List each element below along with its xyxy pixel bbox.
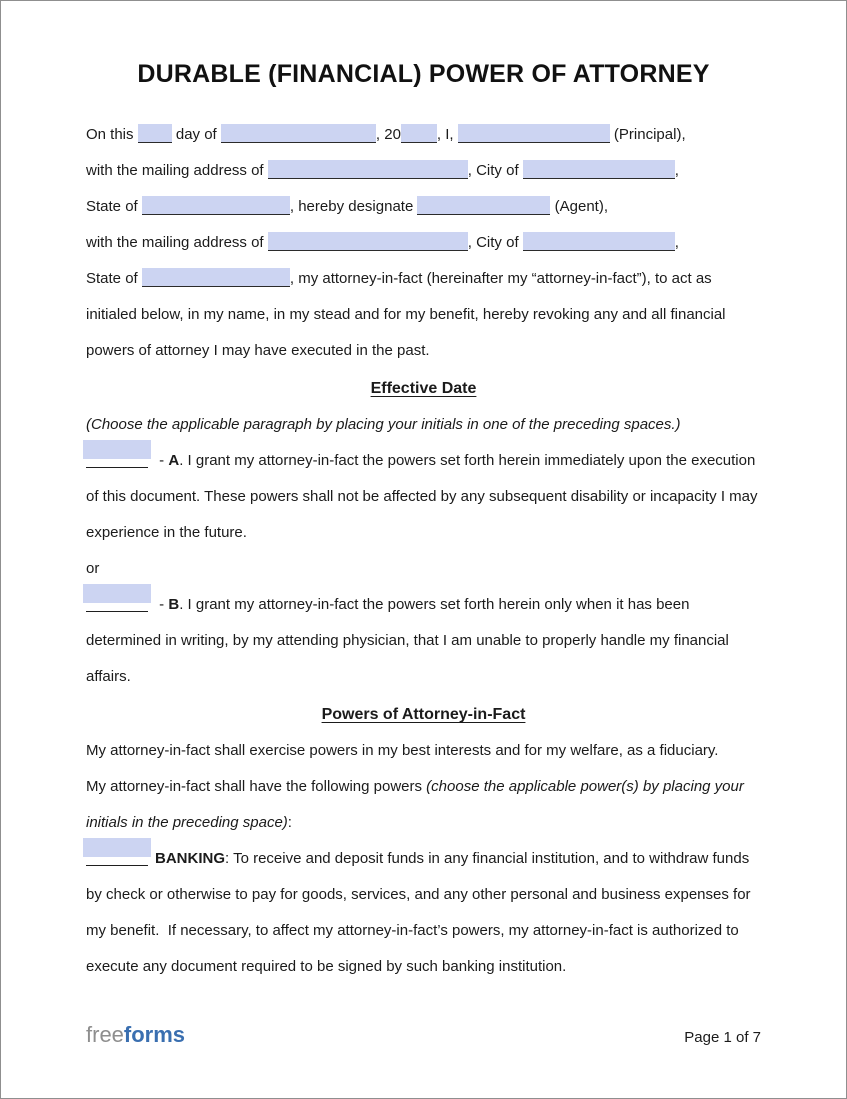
text-segment: , City of [467,234,523,251]
intro-line-6: initialed below, in my name, in my stead and for my benefit, hereby revoking any and all financial [86,306,726,323]
text-segment: , 20 [375,126,401,143]
text-segment: State of [86,198,142,215]
intro-line-3 [86,189,761,225]
powers-instruction-paragraph [86,769,761,841]
agent-state-field[interactable] [142,268,290,287]
brand-forms-text: forms [123,1022,186,1047]
banking-paragraph [86,841,761,985]
text-segment: . I grant my attorney-in-fact the powers set forth herein immediately upon the execution of this document. These powers shall not be affected by any subsequent disability or incapacity I may experience in the future. [86,452,758,541]
principal-state-field[interactable] [142,196,290,215]
fiduciary-text: My attorney-in-fact shall exercise powers in my best interests and for my welfare, as a fiduciary. [86,742,719,759]
powers-heading: Powers of Attorney-in-Fact [321,706,526,723]
intro-line-5 [86,261,761,297]
page-footer [86,1024,761,1046]
principal-city-field[interactable] [523,160,675,179]
banking-label: BANKING [155,850,225,867]
intro-line-2 [86,153,761,189]
option-b-paragraph [86,587,761,695]
powers-instruction-italic: (choose the applicable power(s) by placing your initials in the preceding space) [86,778,744,831]
text-segment: , hereby designate [289,198,418,215]
text-segment: : To receive and deposit funds in any financial institution, and to withdraw funds by check or otherwise to pay for goods, services, and any other personal and business expenses for my benefit. If necessary, to affect my attorney-in-fact’s powers, my attorney-in-fact is authorized to execute any document required to be signed by such banking institution. [86,850,751,975]
text-segment: - [155,452,169,469]
text-segment: , [674,234,679,251]
text-segment: , my attorney-in-fact (hereinafter my “attorney-in-fact”), to act as [289,270,712,287]
initials-field-banking[interactable] [86,847,148,866]
text-segment: (Agent), [550,198,608,215]
text-segment: , [674,162,679,179]
brand-free-text: free [86,1022,124,1047]
or-text: or [86,560,100,577]
agent-address-field[interactable] [268,232,468,251]
initials-field-a[interactable] [86,449,148,468]
intro-line-4 [86,225,761,261]
text-segment: , I, [436,126,458,143]
text-segment: with the mailing address of [86,234,268,251]
option-a-paragraph [86,443,761,551]
text-segment: (Principal), [609,126,686,143]
text-segment: , City of [467,162,523,179]
day-field[interactable] [138,124,172,143]
agent-name-field[interactable] [417,196,550,215]
text-segment: On this [86,126,138,143]
principal-address-field[interactable] [268,160,468,179]
agent-city-field[interactable] [523,232,675,251]
intro-line-1 [86,117,761,153]
text-segment: State of [86,270,142,287]
year-field[interactable] [401,124,437,143]
initials-field-b[interactable] [86,593,148,612]
text-segment: with the mailing address of [86,162,268,179]
text-segment: - [155,596,169,613]
intro-line-7: powers of attorney I may have executed in the past. [86,342,430,359]
effective-instruction: (Choose the applicable paragraph by placing your initials in one of the preceding spaces.) [86,416,681,433]
text-segment: : [287,814,292,831]
text-segment: day of [171,126,221,143]
month-field[interactable] [221,124,376,143]
option-a-label: A [168,452,180,469]
page-number: Page 1 of 7 [684,1029,761,1046]
principal-name-field[interactable] [458,124,610,143]
text-segment: My attorney-in-fact shall have the following powers [86,778,427,795]
text-segment: . I grant my attorney-in-fact the powers set forth herein only when it has been determined in writing, by my attending physician, that I am unable to properly handle my financial affairs. [86,596,729,685]
effective-date-heading: Effective Date [370,380,477,397]
freeforms-logo [86,1024,185,1046]
document-title: DURABLE (FINANCIAL) POWER OF ATTORNEY [137,60,710,88]
option-b-label: B [168,596,180,613]
